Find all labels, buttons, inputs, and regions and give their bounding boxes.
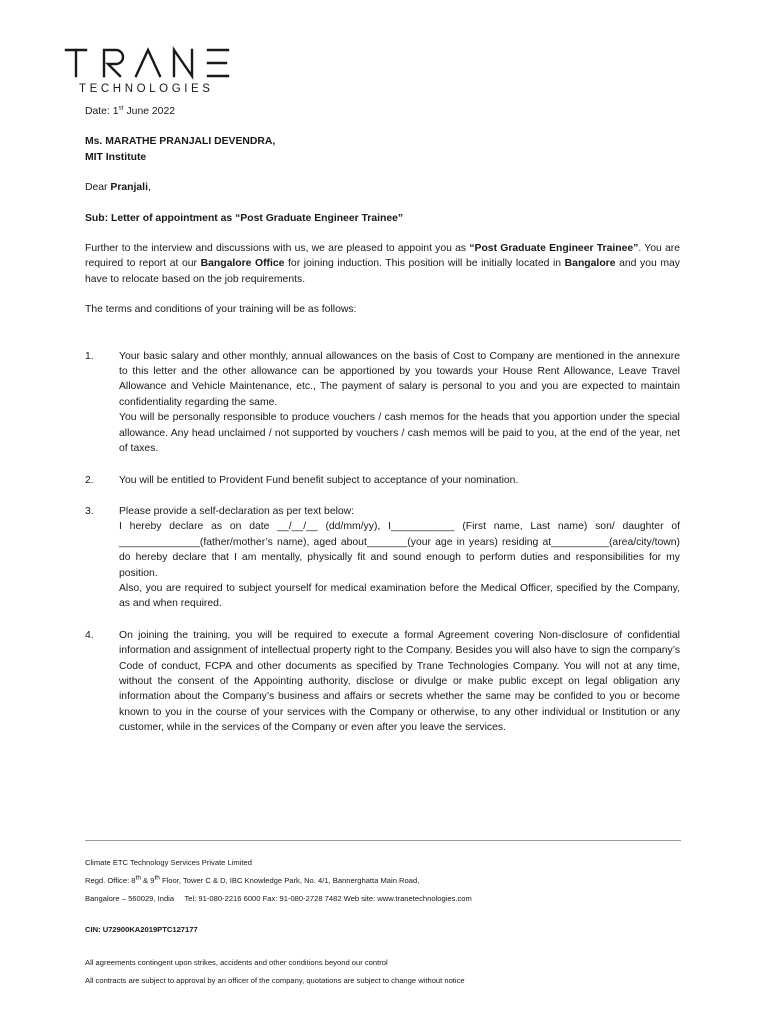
footer-contact: Bangalore – 560029, India Tel: 91-080-2216 6000 Fax: 91-080-2728 7482 Web site: www.tranetechnologies.com (85, 894, 472, 903)
logo-subtitle: TECHNOLOGIES (79, 83, 214, 95)
footer-cin: CIN: U72900KA2019PTC127177 (85, 925, 198, 934)
term-item-4: 4. On joining the training, you will be required to execute a formal Agreement covering Non-disclosure of confidential information and assignment of intellectual property right to the Company. Besides you will also have to sign the company’s Code of conduct, FCPA and other documents as specified by Trane Technologies Company. You will not at any time, without the consent of the Appointing authority, disclose or divulge or make public except on legal obligation any information about the Company’s business and affairs or secrets whether the same may be confided to you or become known to you in the course of your services with the Company or otherwise, to any other individual or Institution or any customer, while in the services of the Company or even after you leave the services. (85, 628, 680, 736)
recipient-org: MIT Institute (85, 151, 147, 163)
term-item-3: 3. Please provide a self-declaration as per text below: I hereby declare as on date __/__/__ (dd/mm/yy), I___________ (First name, Last name) son/ daughter of ______________(father/mother’s name), aged about_______(your age in years) residing at__________(area/city/town) do hereby declare that I am mentally, physically fit and sound enough to perform duties and responsibilities for my position. Also, you are required to subject yourself for medical examination before the Medical Officer, specified by the Company, as and when required. (85, 504, 680, 612)
trane-wordmark-logo (64, 46, 232, 80)
salutation: Dear Pranjali, (85, 182, 151, 194)
footer-note-1: All agreements contingent upon strikes, accidents and other conditions beyond our control (85, 958, 388, 967)
letter-body (85, 104, 680, 736)
term-3-para-a: Please provide a self-declaration as per text below: (119, 505, 355, 517)
term-item-2: 2. You will be entitled to Provident Fund benefit subject to acceptance of your nomination. (85, 473, 680, 488)
letter-date: Date: 1st June 2022 (85, 104, 175, 117)
recipient-name: Ms. MARATHE PRANJALI DEVENDRA, (85, 136, 276, 148)
footer-note-2: All contracts are subject to approval by an officer of the company, quotations are subject to change without notice (85, 976, 465, 985)
footer-divider (85, 840, 681, 841)
footer-company: Climate ETC Technology Services Private Limited (85, 858, 252, 867)
footer-office: Regd. Office: 8th & 9th Floor, Tower C & D, IBC Knowledge Park, No. 4/1, Bannerghatta Main Road, (85, 874, 420, 885)
term-2-para-a: You will be entitled to Provident Fund benefit subject to acceptance of your nomination. (119, 474, 519, 486)
trane-logo (64, 46, 236, 95)
subject-line: Sub: Letter of appointment as “Post Graduate Engineer Trainee” (85, 212, 404, 224)
term-1-para-b: You will be personally responsible to produce vouchers / cash memos for the heads that you apportion under the special allowance. Any head unclaimed / not supported by vouchers / cash memos will be paid to you, at the end of the year, net of taxes. (119, 412, 680, 455)
term-3-para-b: I hereby declare as on date __/__/__ (dd/mm/yy), I___________ (First name, Last name) son/ daughter of ______________(father/mother’s name), aged about_______(your age in years) residing at__________(area/city/town) do hereby declare that I am mentally, physically fit and sound enough to perform duties and responsibilities for my position. (119, 521, 680, 579)
term-item-1: 1. Your basic salary and other monthly, annual allowances on the basis of Cost to Company are mentioned in the annexure to this letter and the other allowance can be apportioned by you towards your House Rent Allowance, Leave Travel Allowance and Vehicle Maintenance, etc., The payment of salary is personal to you and you are expected to maintain confidentiality regarding the same. You will be personally responsible to produce vouchers / cash memos for the heads that you apportion under the special allowance. Any head unclaimed / not supported by vouchers / cash memos will be paid to you, at the end of the year, net of taxes. (85, 349, 680, 457)
intro-paragraph: Further to the interview and discussions with us, we are pleased to appoint you as “Post Graduate Engineer Trainee”. You are required to report at our Bangalore Office for joining induction. This position will be initially located in Bangalore and you may have to relocate based on the job requirements. (85, 243, 681, 285)
term-1-para-a: Your basic salary and other monthly, annual allowances on the basis of Cost to Company are mentioned in the annexure to this letter and the other allowance can be apportioned by you towards your House Rent Allowance, Leave Travel Allowance and Vehicle Maintenance, etc., The payment of salary is personal to you and you are expected to maintain confidentiality regarding the same. (119, 350, 680, 408)
term-4-para-a: On joining the training, you will be required to execute a formal Agreement covering Non-disclosure of confidential information and assignment of intellectual property right to the Company. Besides you will also have to sign the company’s Code of conduct, FCPA and other documents as specified by Trane Technologies Company. You will not at any time, without the consent of the Appointing authority, disclose or divulge or make public except on legal obligation any information about the Company’s business and affairs or secrets whether the same may be confided to you or become known to you in the course of your services with the Company or otherwise, to any other individual or Institution or any customer, while in the services of the Company or even after you leave the services. (119, 629, 681, 734)
term-3-para-c: Also, you are required to subject yourself for medical examination before the Medical Officer, specified by the Company, as and when required. (119, 582, 680, 610)
terms-intro: The terms and conditions of your training will be as follows: (85, 304, 357, 316)
letter-footer (85, 858, 685, 985)
